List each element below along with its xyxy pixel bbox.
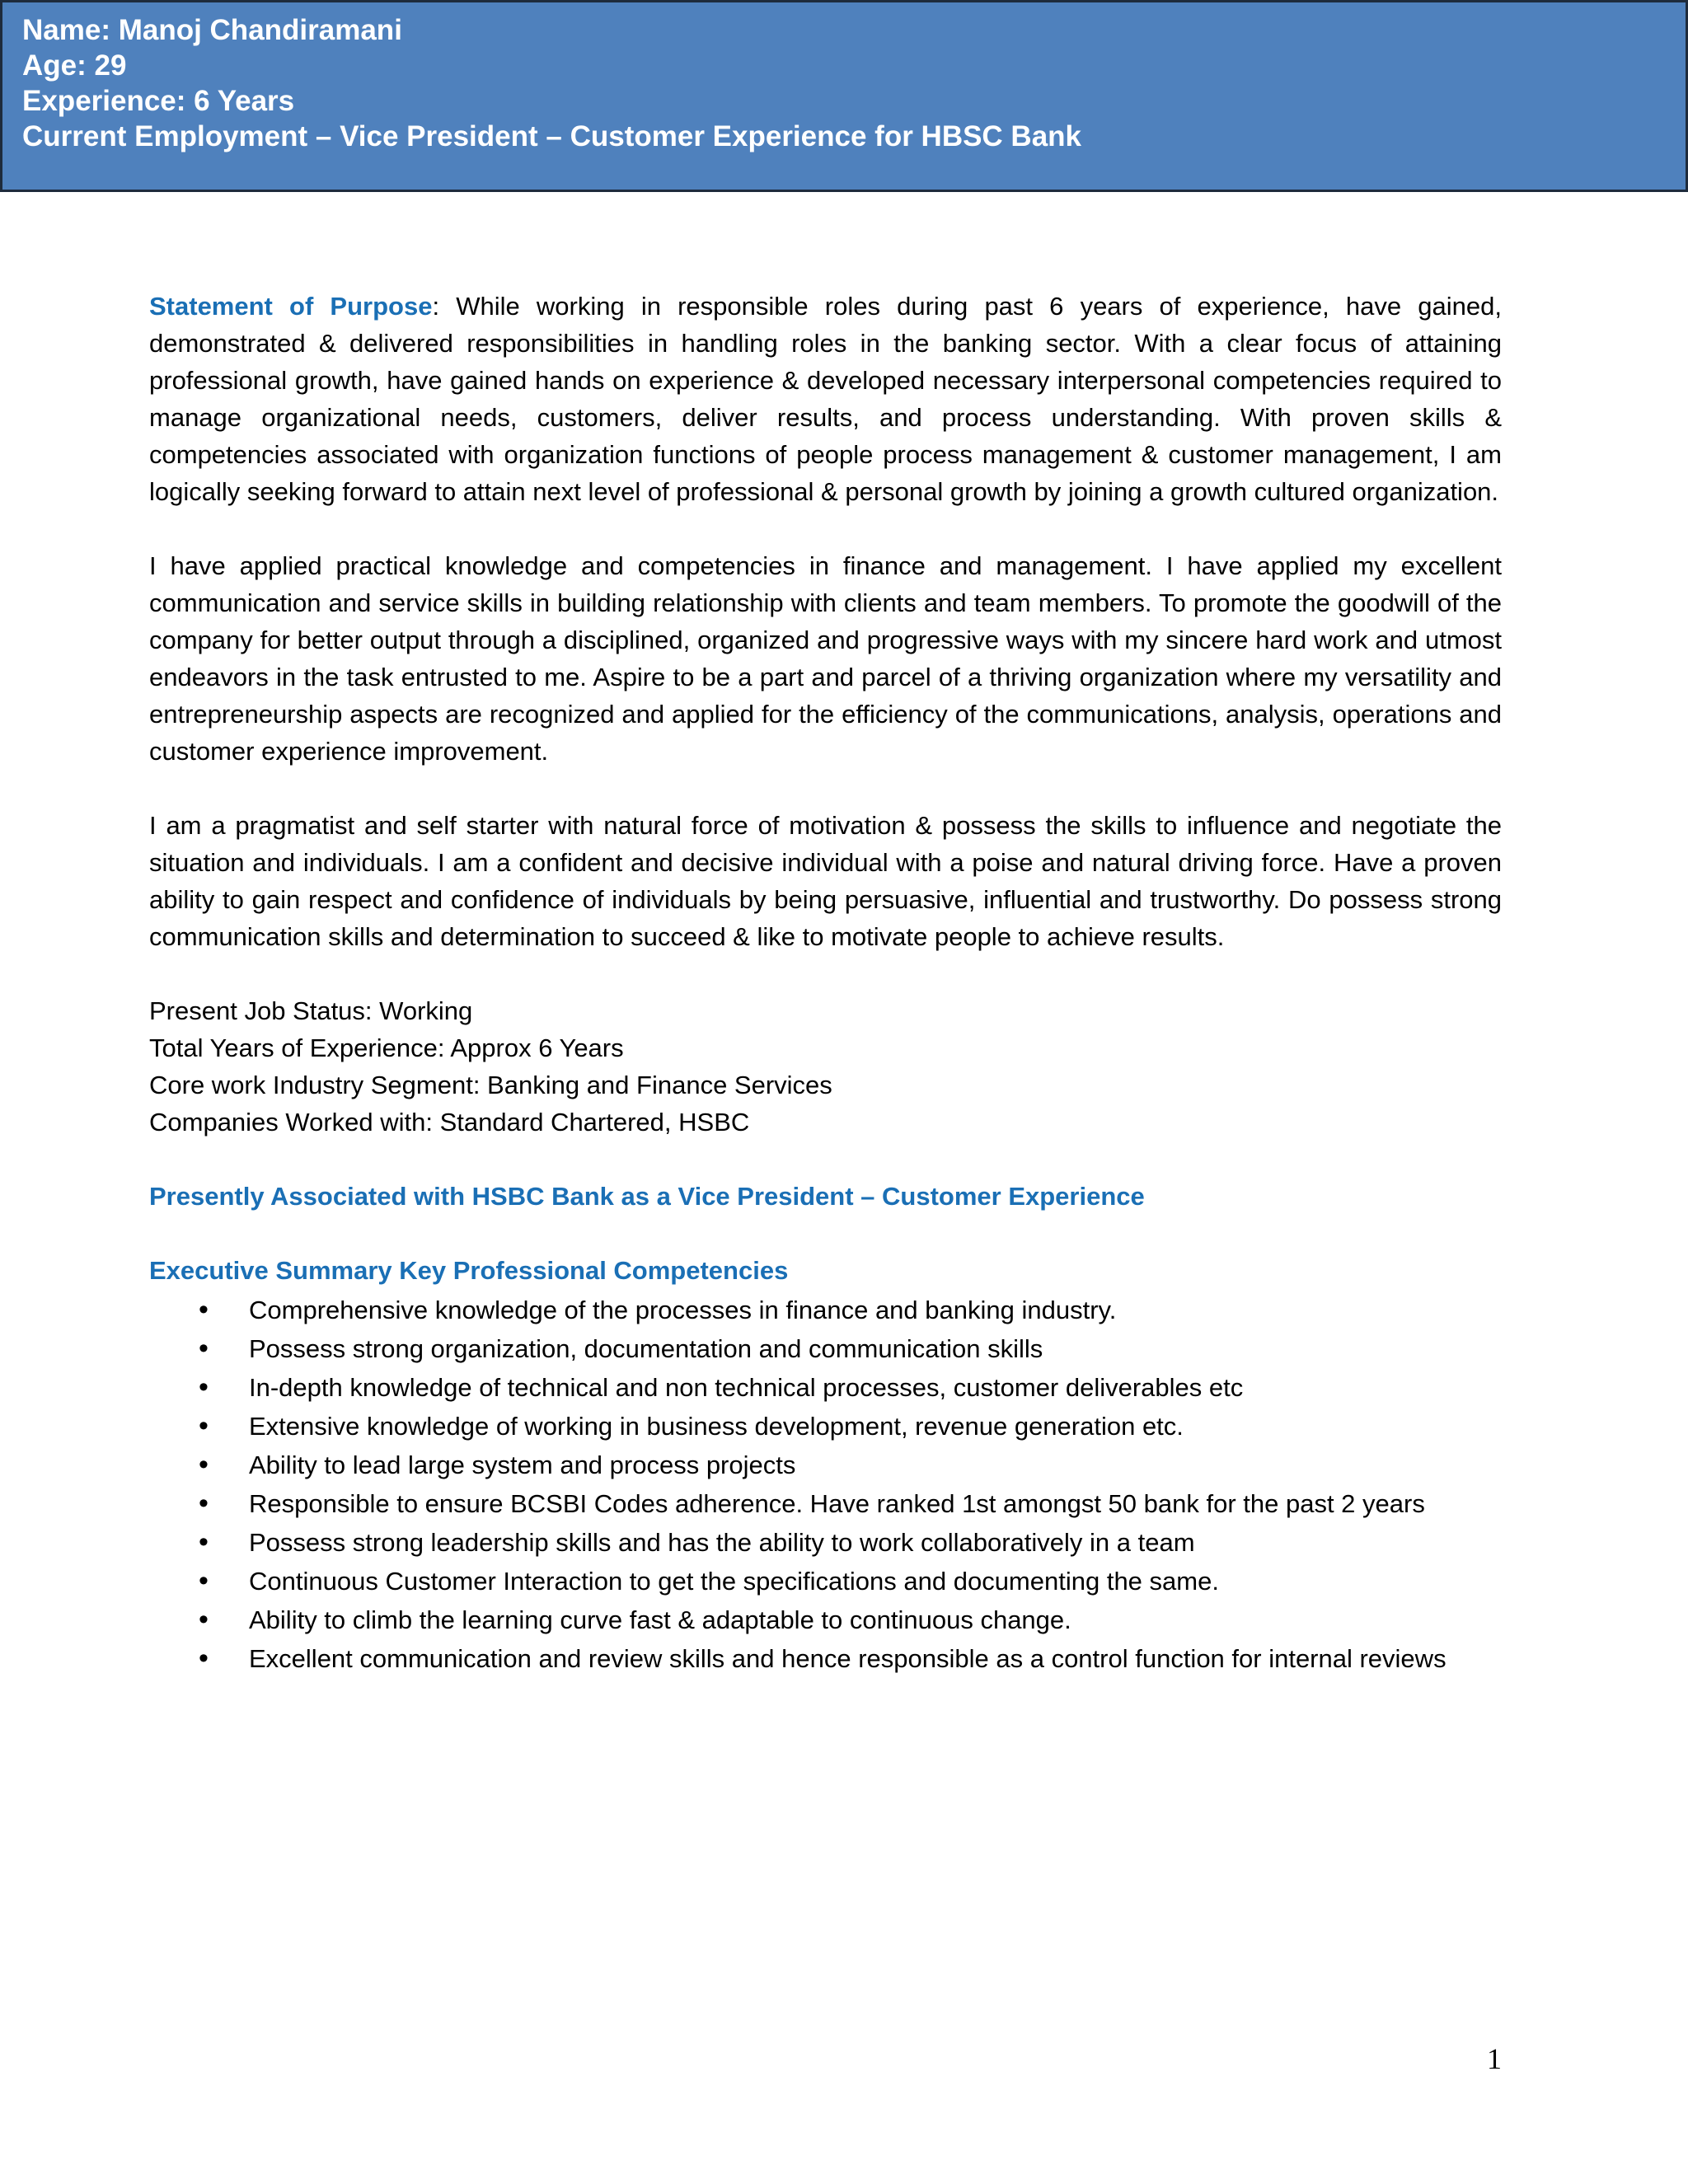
list-item-text: Comprehensive knowledge of the processes in finance and banking industry. xyxy=(249,1296,1117,1324)
header-banner xyxy=(0,0,1688,192)
page-number: 1 xyxy=(1487,2042,1502,2075)
bullet-icon: • xyxy=(199,1371,209,1403)
list-item-text: Possess strong organization, documentation and communication skills xyxy=(249,1334,1043,1363)
candidate-age: Age: 29 xyxy=(22,49,127,82)
bullet-icon: • xyxy=(199,1449,209,1480)
statement-label: Statement of Purpose xyxy=(149,292,433,321)
industry-segment: Core work Industry Segment: Banking and Finance Services xyxy=(149,1071,832,1099)
bullet-icon: • xyxy=(199,1604,209,1635)
paragraph-knowledge: I have applied practical knowledge and competencies in finance and management. I have applied my excellent communication and service skills in building relationship with clients and team members. To promote the goodwill of the company for better output through a disciplined, organized and progressive ways with my sincere hard work and utmost endeavors in the task entrusted to me. Aspire to be a part and parcel of a thriving organization where my versatility and entrepreneurship aspects are recognized and applied for the efficiency of the communications, analysis, operations and customer experience improvement. xyxy=(149,551,1502,766)
job-info-list xyxy=(149,992,1502,1141)
list-item-text: Responsible to ensure BCSBI Codes adherence. Have ranked 1st amongst 50 bank for the past 2 years xyxy=(249,1489,1425,1518)
list-item-text: Excellent communication and review skills and hence responsible as a control function for internal reviews xyxy=(249,1644,1447,1673)
bullet-icon: • xyxy=(199,1410,209,1441)
statement-text: : While working in responsible roles during past 6 years of experience, have gained, demonstrated & delivered responsibilities in handling roles in the banking sector. With a clear focus of attaining professional growth, have gained hands on experience & developed necessary interpersonal competencies required to manage organizational needs, customers, deliver results, and process understanding. With proven skills & competencies associated with organization functions of people process management & customer management, I am logically seeking forward to attain next level of professional & personal growth by joining a growth cultured organization. xyxy=(149,292,1502,506)
list-item-text: Extensive knowledge of working in business development, revenue generation etc. xyxy=(249,1412,1184,1441)
association-heading: Presently Associated with HSBC Bank as a Vice President – Customer Experience xyxy=(149,1182,1145,1211)
list-item xyxy=(149,1484,1502,1523)
list-item xyxy=(149,1601,1502,1639)
bullet-icon: • xyxy=(199,1643,209,1674)
bullet-icon: • xyxy=(199,1488,209,1519)
statement-of-purpose xyxy=(149,288,1502,510)
current-employment: Current Employment – Vice President – Customer Experience for HBSC Bank xyxy=(22,120,1082,152)
list-item-text: Possess strong leadership skills and has the ability to work collaboratively in a team xyxy=(249,1528,1195,1557)
candidate-name: Name: Manoj Chandiramani xyxy=(22,14,402,46)
list-item xyxy=(149,1368,1502,1407)
list-item-text: Continuous Customer Interaction to get the specifications and documenting the same. xyxy=(249,1567,1219,1596)
resume-body xyxy=(149,288,1502,1678)
bullet-icon: • xyxy=(199,1526,209,1558)
list-item xyxy=(149,1562,1502,1601)
list-item xyxy=(149,1446,1502,1484)
list-item-text: In-depth knowledge of technical and non technical processes, customer deliverables etc xyxy=(249,1373,1244,1402)
list-item xyxy=(149,1407,1502,1446)
paragraph-personality: I am a pragmatist and self starter with natural force of motivation & possess the skills to influence and negotiate the situation and individuals. I am a confident and decisive individual with a poise and natural driving force. Have a proven ability to gain respect and confidence of individuals by being persuasive, influential and trustworthy. Do possess strong communication skills and determination to succeed & like to motivate people to achieve results. xyxy=(149,811,1502,951)
bullet-icon: • xyxy=(199,1294,209,1325)
companies-worked: Companies Worked with: Standard Chartered, HSBC xyxy=(149,1108,750,1137)
job-status: Present Job Status: Working xyxy=(149,996,473,1025)
list-item xyxy=(149,1523,1502,1562)
candidate-experience: Experience: 6 Years xyxy=(22,85,295,117)
total-experience: Total Years of Experience: Approx 6 Years xyxy=(149,1033,624,1062)
bullet-icon: • xyxy=(199,1333,209,1364)
list-item xyxy=(149,1639,1502,1678)
list-item-text: Ability to climb the learning curve fast & adaptable to continuous change. xyxy=(249,1605,1071,1634)
list-item-text: Ability to lead large system and process projects xyxy=(249,1451,796,1479)
list-item xyxy=(149,1291,1502,1329)
bullet-icon: • xyxy=(199,1565,209,1596)
competencies-heading: Executive Summary Key Professional Competencies xyxy=(149,1256,789,1285)
list-item xyxy=(149,1329,1502,1368)
competencies-list xyxy=(149,1291,1502,1678)
